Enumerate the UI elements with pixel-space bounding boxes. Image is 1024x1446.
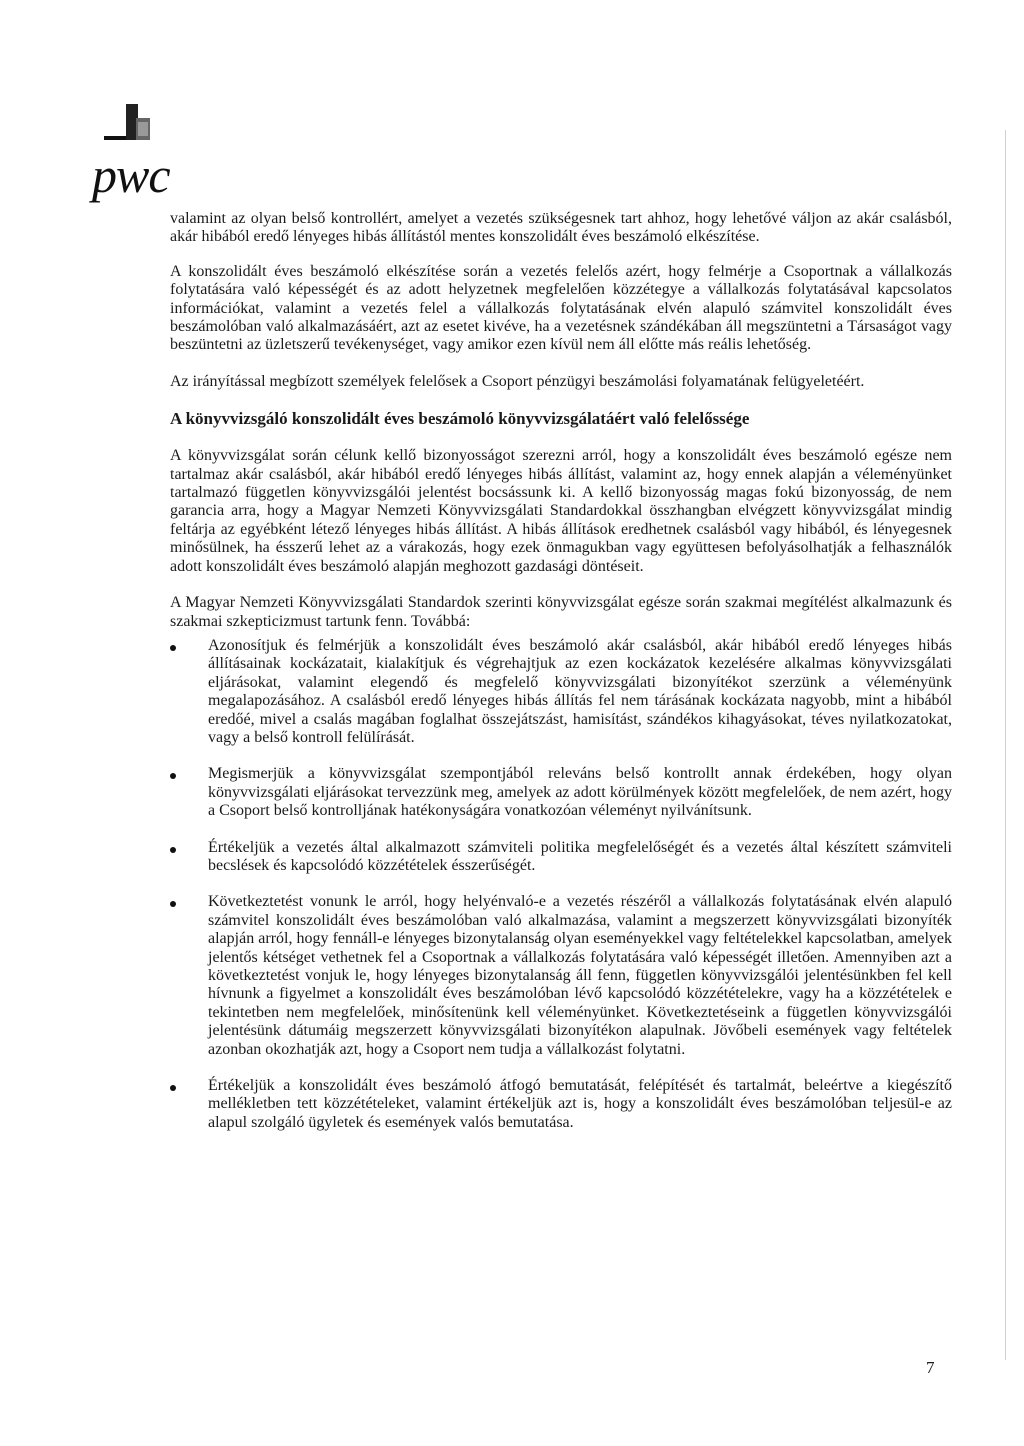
scan-edge-line	[1005, 130, 1006, 1360]
paragraph-audit-objective: A könyvvizsgálat során célunk kellő bizonyosságot szerezni arról, hogy a konszolidált éves beszámoló egésze nem tartalmaz akár csalásból, akár hibából eredő lényeges hibás állítást, valamint az, hogy ennek alapján a véleményünket tartalmazó független könyvvizsgálói jelentést bocsássunk ki. A kellő bizonyosság magas fokú bizonyosság, de nem garancia arra, hogy a Magyar Nemzeti Könyvvizsgálati Standardokkal összhangban elvégzett könyvvizsgálat mindig feltárja az egyébként létező lényeges hibás állítást. A hibás állítások eredhetnek csalásból vagy hibából, és lényegesnek minősülnek, ha ésszerű lehet az a várakozás, hogy ezek önmagukban vagy együttesen befolyásolhatják a felhasználók adott konszolidált éves beszámoló alapján meghozott gazdasági döntéseit.	[170, 447, 952, 575]
list-item	[170, 893, 952, 1059]
bullet-icon	[170, 1085, 176, 1091]
paragraph-governance: Az irányítással megbízott személyek felelősek a Csoport pénzügyi beszámolási folyamatának felügyeletéért.	[170, 372, 865, 390]
list-item	[170, 637, 952, 747]
pwc-logo-wordmark: pwc	[92, 147, 170, 203]
bullet-icon	[170, 773, 176, 779]
list-item	[170, 765, 952, 820]
bullet-icon	[170, 847, 176, 853]
list-item-text: Megismerjük a könyvvizsgálat szempontjából releváns belső kontrollt annak érdekében, hogy olyan könyvvizsgálati eljárásokat tervezzünk meg, amelyek az adott körülmények között megfelelőek, de nem azért, hogy a Csoport belső kontrolljának hatékonyságára vonatkozóan véleményt nyilvánítsunk.	[208, 765, 952, 820]
section-heading: A könyvvizsgáló konszolidált éves beszámoló könyvvizsgálatáért való felelőssége	[170, 409, 750, 429]
list-item-text: Értékeljük a vezetés által alkalmazott számviteli politika megfelelőségét és a vezetés által készített számviteli becslések és kapcsolódó közzétételek ésszerűségét.	[208, 838, 952, 874]
paragraph-professional-judgment: A Magyar Nemzeti Könyvvizsgálati Standardok szerinti könyvvizsgálat egésze során szakmai megítélést alkalmazunk és szakmai szkepticizmust tartunk fenn. Továbbá:	[170, 594, 952, 630]
bullet-icon	[170, 901, 176, 907]
list-item	[170, 839, 952, 876]
page-number: 7	[926, 1358, 935, 1377]
list-item	[170, 1077, 952, 1132]
list-item-text: Értékeljük a konszolidált éves beszámoló átfogó bemutatását, felépítését és tartalmát, beleértve a kiegészítő mellékletben tett közzétételeket, valamint értékeljük azt is, hogy a konszolidált éves beszámolóban teljesül-e az alapul szolgáló ügyletek és események valós bemutatása.	[208, 1077, 952, 1131]
paragraph-going-concern: A konszolidált éves beszámoló elkészítése során a vezetés felelős azért, hogy felmérje a Csoportnak a vállalkozás folytatására való képességét és az adott helyzetnek megfelelően közzétegye a vállalkozás folytatásával kapcsolatos információkat, valamint a vezetés felel a vállalkozás folytatásának elvén alapuló számvitel konszolidált éves beszámolóban való alkalmazásáért, azt az esetet kivéve, ha a vezetésnek szándékában áll megszüntetni a Társaságot vagy beszüntetni az üzletszerű tevékenységet, vagy amikor ezen kívül nem áll előtte más reális lehetőség.	[170, 262, 952, 354]
document-body	[170, 210, 952, 1150]
bullet-icon	[170, 645, 176, 651]
paragraph-internal-control: valamint az olyan belső kontrollért, amelyet a vezetés szükségesnek tart ahhoz, hogy lehetővé váljon az akár csalásból, akár hibából eredő lényeges hibás állítástól mentes konszolidált éves beszámoló elkészítése.	[170, 210, 952, 246]
list-item-text: Következtetést vonunk le arról, hogy helyénvaló-e a vezetés részéről a vállalkozás folytatásának elvén alapuló számvitel konszolidált éves beszámolóban való alkalmazása, valamint a megszerzett könyvvizsgálati bizonyíték alapján arról, hogy fennáll-e lényeges bizonytalanság olyan eseményekkel vagy feltételekkel kapcsolatban, amelyek jelentős kétséget vethetnek fel a Csoportnak a vállalkozás folytatására való képességét illetően. Amennyiben azt a következtetést vonjuk le, hogy lényeges bizonytalanság áll fenn, független könyvvizsgálói jelentésünkben fel kell hívnunk a figyelmet a konszolidált éves beszámolóban lévő kapcsolódó közzétételekre, vagy ha a közzétételek e tekintetben nem megfelelőek, minősítenünk kell véleményünket. Következtetéseink a független könyvvizsgálói jelentésünk dátumáig megszerzett könyvvizsgálati bizonyítékon alapulnak. Jövőbeli események vagy feltételek azonban okozhatják azt, hogy a Csoport nem tudja a vállalkozást folytatni.	[208, 893, 952, 1058]
pwc-logo	[90, 100, 230, 203]
list-item-text: Azonosítjuk és felmérjük a konszolidált éves beszámoló akár csalásból, akár hibából eredő lényeges hibás állításainak kockázatait, kialakítjuk és végrehajtjuk az ezen kockázatok kezelésére alkalmas könyvvizsgálati eljárásokat, valamint elegendő és megfelelő könyvvizsgálati bizonyítékot szerzünk a véleményünk megalapozásához. A csalásból eredő lényeges hibás állítás fel nem tárásának kockázata nagyobb, mint a hibából eredőé, mivel a csalás magában foglalhat összejátszást, hamisítást, szándékos kihagyásokat, téves nyilatkozatokat, vagy a belső kontroll felülírását.	[208, 636, 952, 746]
audit-procedures-list	[170, 637, 952, 1132]
